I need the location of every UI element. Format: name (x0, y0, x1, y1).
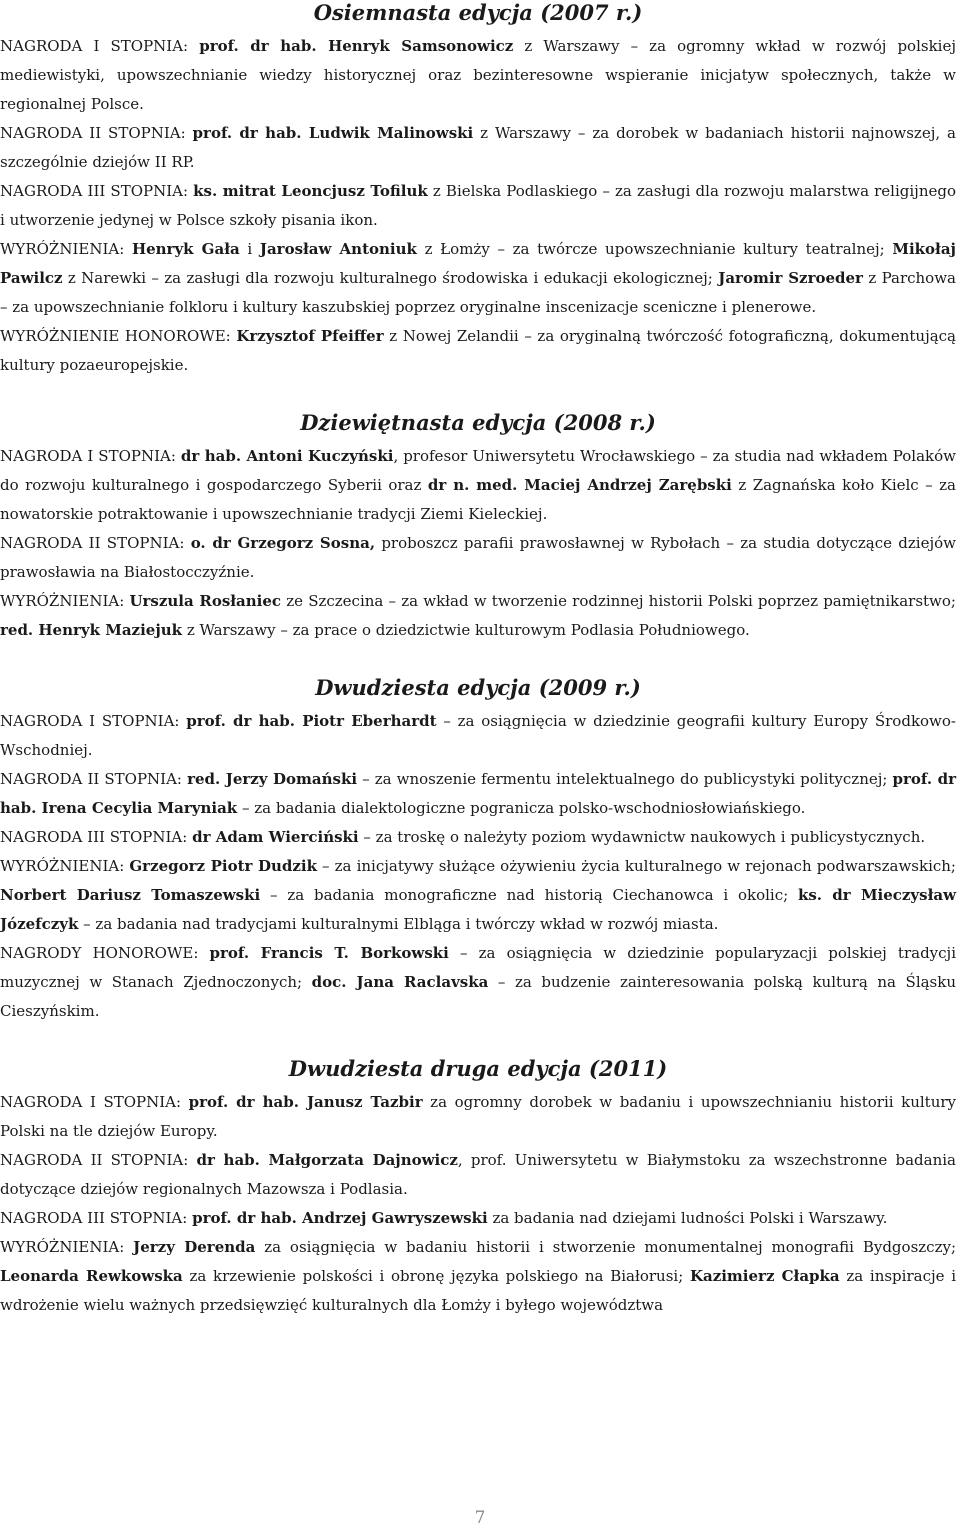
laureate-name: dr hab. Małgorzata Dajnowicz (196, 1151, 458, 1169)
laureate-name: doc. Jana Raclavska (311, 973, 489, 991)
award-text: WYRÓŻNIENIA: (0, 592, 130, 610)
award-text: – za budzenie zainteresowania polską kulturą na Śląsku Cieszyńskim. (0, 973, 957, 1020)
edition-paragraphs (0, 32, 956, 380)
award-paragraph (0, 707, 956, 765)
award-paragraph (0, 823, 956, 852)
award-text: z Zagnańska koło Kielc – za nowatorskie potraktowanie i upowszechnianie tradycji Ziemi Kieleckiej. (0, 476, 956, 523)
section-gap (0, 380, 956, 410)
award-text: z Parchowa – za upowszechnianie folkloru i kultury kaszubskiej poprzez oryginalne inscenizacje sceniczne i plenerowe. (0, 269, 956, 316)
laureate-name: ks. dr Mieczysław Józefczyk (0, 886, 956, 933)
award-text: – za inicjatywy służące ożywieniu życia kulturalnego w rejonach podwarszawskich; (316, 857, 956, 875)
laureate-name: Henryk Gała (131, 240, 240, 258)
award-paragraph (0, 1204, 956, 1233)
laureate-name: prof. dr hab. Andrzej Gawryszewski (192, 1209, 488, 1227)
award-text: za ogromny dorobek w badaniu i upowszechnianiu historii kultury Polski na tle dziejów Europy. (0, 1093, 957, 1140)
award-text: i (239, 240, 260, 258)
award-text: NAGRODA II STOPNIA: (0, 124, 193, 142)
award-paragraph (0, 765, 956, 823)
edition-section-18 (0, 0, 956, 380)
laureate-name: Urszula Rosłaniec (129, 592, 282, 610)
award-text: z Warszawy – za ogromny wkład w rozwój polskiej mediewistyki, upowszechnianie wiedzy historycznej oraz bezinteresowne wspieranie inicjatyw społecznych, także w regionalnej Polsce. (0, 37, 957, 113)
award-text: WYRÓŻNIENIE HONOROWE: (0, 327, 237, 345)
award-paragraph (0, 587, 956, 645)
award-text: NAGRODA I STOPNIA: (0, 712, 187, 730)
award-text: z Warszawy – za dorobek w badaniach historii najnowszej, a szczególnie dziejów II RP. (0, 124, 956, 171)
award-text: z Łomży – za twórcze upowszechnianie kultury teatralnej; (416, 240, 893, 258)
award-paragraph (0, 1146, 956, 1204)
award-paragraph (0, 119, 956, 177)
laureate-name: Mikołaj Pawilcz (0, 240, 956, 287)
laureate-name: prof. dr hab. Piotr Eberhardt (186, 712, 437, 730)
award-text: , profesor Uniwersytetu Wrocławskiego – za studia nad wkładem Polaków do rozwoju kulturalnego i gospodarczego Syberii oraz (0, 447, 956, 494)
laureate-name: dr n. med. Maciej Andrzej Zarębski (427, 476, 732, 494)
laureate-name: Leonarda Rewkowska (0, 1267, 183, 1285)
award-text: – za badania monograficzne nad historią Ciechanowca i okolic; (260, 886, 798, 904)
section-gap (0, 645, 956, 675)
award-text: NAGRODA II STOPNIA: (0, 770, 188, 788)
laureate-name: Kazimierz Cłapka (689, 1267, 840, 1285)
award-text: – za badania dialektologiczne pogranicza polsko-wschodniosłowiańskiego. (237, 799, 806, 817)
edition-paragraphs (0, 1088, 956, 1320)
laureate-name: Norbert Dariusz Tomaszewski (0, 886, 261, 904)
award-text: NAGRODA I STOPNIA: (0, 447, 181, 465)
award-text: NAGRODA II STOPNIA: (0, 534, 191, 552)
award-text: NAGRODA III STOPNIA: (0, 828, 193, 846)
edition-section-19 (0, 410, 956, 645)
award-paragraph (0, 32, 956, 119)
edition-paragraphs (0, 707, 956, 1026)
laureate-name: Jerzy Derenda (133, 1238, 256, 1256)
award-paragraph (0, 442, 956, 529)
award-text: – za badania nad tradycjami kulturalnymi Elbląga i twórczy wkład w rozwój miasta. (78, 915, 719, 933)
laureate-name: Krzysztof Pfeiffer (236, 327, 384, 345)
edition-paragraphs (0, 442, 956, 645)
laureate-name: dr Adam Wierciński (192, 828, 359, 846)
award-text: – za osiągnięcia w dziedzinie geografii kultury Europy Środkowo-Wschodniej. (0, 712, 957, 759)
award-paragraph (0, 852, 956, 939)
edition-title: Osiemnasta edycja (2007 r.) (313, 0, 643, 25)
edition-section-20 (0, 675, 956, 1026)
edition-section-22 (0, 1056, 956, 1320)
award-paragraph (0, 177, 956, 235)
award-text: za osiągnięcia w badaniu historii i stworzenie monumentalnej monografii Bydgoszczy; (255, 1238, 956, 1256)
laureate-name: prof. Francis T. Borkowski (209, 944, 449, 962)
award-paragraph (0, 235, 956, 322)
award-paragraph (0, 322, 956, 380)
award-text: , prof. Uniwersytetu w Białymstoku za wszechstronne badania dotyczące dziejów regionalnych Mazowsza i Podlasia. (0, 1151, 956, 1198)
page-number: 7 (474, 1508, 486, 1528)
award-text: NAGRODA I STOPNIA: (0, 1093, 189, 1111)
award-text: za badania nad dziejami ludności Polski i Warszawy. (487, 1209, 888, 1227)
award-text: z Narewki – za zasługi dla rozwoju kulturalnego środowiska i edukacji ekologicznej; (62, 269, 719, 287)
award-text: – za wnoszenie fermentu intelektualnego do publicystyki politycznej; (357, 770, 893, 788)
award-text: NAGRODA I STOPNIA: (0, 37, 200, 55)
award-text: proboszcz parafii prawosławnej w Rybołach – za studia dotyczące dziejów prawosławia na Białostocczyźnie. (0, 534, 956, 581)
laureate-name: red. Jerzy Domański (187, 770, 358, 788)
laureate-name: Jarosław Antoniuk (259, 240, 417, 258)
award-text: z Bielska Podlaskiego – za zasługi dla rozwoju malarstwa religijnego i utworzenie jedynej w Polsce szkoły pisania ikon. (0, 182, 956, 229)
award-text: NAGRODA III STOPNIA: (0, 182, 194, 200)
laureate-name: ks. mitrat Leoncjusz Tofiluk (193, 182, 428, 200)
award-text: WYRÓŻNIENIA: (0, 857, 130, 875)
laureate-name: Grzegorz Piotr Dudzik (129, 857, 317, 875)
award-text: – za osiągnięcia w dziedzinie popularyzacji polskiej tradycji muzycznej w Stanach Zjednoczonych; (0, 944, 956, 991)
award-text: z Nowej Zelandii – za oryginalną twórczość fotograficzną, dokumentującą kultury pozaeuropejskie. (0, 327, 957, 374)
award-text: NAGRODA III STOPNIA: (0, 1209, 193, 1227)
award-text: NAGRODA II STOPNIA: (0, 1151, 197, 1169)
award-paragraph (0, 939, 956, 1026)
laureate-name: prof. dr hab. Henryk Samsonowicz (199, 37, 514, 55)
award-text: WYRÓŻNIENIA: (0, 240, 132, 258)
edition-title: Dwudziesta druga edycja (2011) (288, 1056, 668, 1081)
award-text: NAGRODY HONOROWE: (0, 944, 210, 962)
laureate-name: Jaromir Szroeder (718, 269, 863, 287)
laureate-name: dr hab. Antoni Kuczyński (180, 447, 394, 465)
award-text: – za troskę o należyty poziom wydawnictw naukowych i publicystycznych. (358, 828, 926, 846)
laureate-name: red. Henryk Maziejuk (0, 621, 183, 639)
award-paragraph (0, 529, 956, 587)
laureate-name: prof. dr hab. Irena Cecylia Maryniak (0, 770, 956, 817)
edition-title: Dziewiętnasta edycja (2008 r.) (300, 410, 656, 435)
award-text: WYRÓŻNIENIA: (0, 1238, 134, 1256)
section-gap (0, 1026, 956, 1056)
laureate-name: prof. dr hab. Ludwik Malinowski (192, 124, 474, 142)
edition-title: Dwudziesta edycja (2009 r.) (315, 675, 641, 700)
award-paragraph (0, 1233, 956, 1320)
award-text: ze Szczecina – za wkład w tworzenie rodzinnej historii Polski poprzez pamiętnikarstwo; (281, 592, 956, 610)
laureate-name: prof. dr hab. Janusz Tazbir (188, 1093, 423, 1111)
award-paragraph (0, 1088, 956, 1146)
award-text: za inspiracje i wdrożenie wielu ważnych przedsięwzięć kulturalnych dla Łomży i byłego województwa (0, 1267, 957, 1314)
award-text: za krzewienie polskości i obronę języka polskiego na Białorusi; (182, 1267, 690, 1285)
laureate-name: o. dr Grzegorz Sosna, (190, 534, 376, 552)
award-text: z Warszawy – za prace o dziedzictwie kulturowym Podlasia Południowego. (182, 621, 750, 639)
